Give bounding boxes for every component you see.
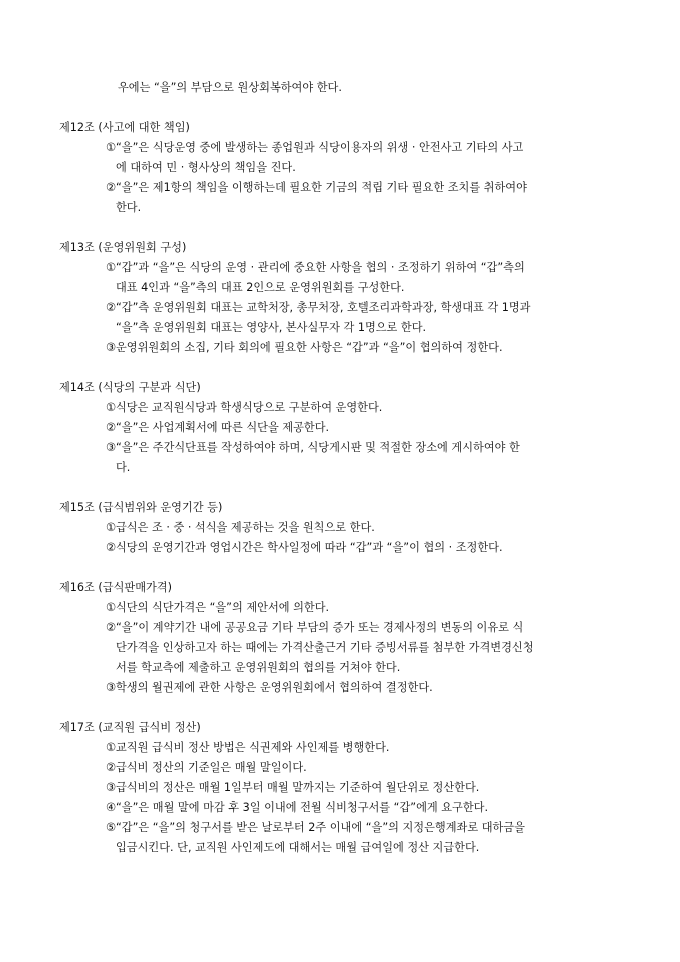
clause-number: ③ [106, 781, 117, 794]
clause-line: 식당의 운영기간과 영업시간은 학사일정에 따라 “갑”과 “을”이 협의 · 조정한다. [116, 541, 503, 554]
clause-line: 입금시킨다. 단, 교직원 사인제도에 대해서는 매월 급여일에 정산 지급한다. [116, 841, 480, 854]
article-16 [59, 578, 639, 698]
article-17 [59, 718, 639, 858]
clause-line: 운영위원회의 소집, 기타 회의에 필요한 사항은 “갑”과 “을”이 협의하여 정한다. [116, 341, 503, 354]
clause-line: “갑”측 운영위원회 대표는 교학처장, 총무처장, 호텔조리과학과장, 학생대표 각 1명과 [116, 301, 531, 314]
clause-number: ② [106, 181, 117, 194]
clause-number: ② [106, 301, 117, 314]
clause-number: ③ [106, 341, 117, 354]
article-12 [59, 118, 639, 218]
clause-3 [59, 438, 639, 478]
clause-2 [59, 418, 639, 438]
article-heading: 제17조 (교직원 급식비 정산) [59, 721, 201, 734]
clause-number: ① [106, 141, 117, 154]
article-heading: 제12조 (사고에 대한 책임) [59, 121, 190, 134]
clause-line: 식당은 교직원식당과 학생식당으로 구분하여 운영한다. [116, 401, 383, 414]
clause-2 [59, 298, 639, 338]
clause-1 [59, 518, 639, 538]
clause-line: “을”측 운영위원회 대표는 영양사, 본사실무자 각 1명으로 한다. [116, 321, 427, 334]
clause-number: ① [106, 601, 117, 614]
clause-3 [59, 338, 639, 358]
article-heading: 제15조 (급식범위와 운영기간 등) [59, 501, 223, 514]
clause-line: 급식비의 정산은 매월 1일부터 매월 말까지는 기준하여 월단위로 정산한다. [116, 781, 480, 794]
clause-number: ③ [106, 681, 117, 694]
clause-number: ② [106, 761, 117, 774]
clause-2 [59, 178, 639, 218]
article-heading: 제14조 (식당의 구분과 식단) [59, 381, 201, 394]
clause-5 [59, 818, 639, 858]
clause-line: “을”은 제1항의 책임을 이행하는데 필요한 기금의 적립 기타 필요한 조치를 취하여야 [116, 181, 527, 194]
clause-line: 다. [116, 461, 131, 474]
clause-line: 한다. [116, 201, 142, 214]
clause-line: “갑”은 “을”의 청구서를 받은 날로부터 2주 이내에 “을”의 지정은행계좌로 대하금을 [116, 821, 525, 834]
clause-1 [59, 398, 639, 418]
clause-1 [59, 598, 639, 618]
clause-number: ② [106, 621, 117, 634]
clause-2 [59, 538, 639, 558]
clause-number: ① [106, 521, 117, 534]
article-15 [59, 498, 639, 558]
article-heading: 제13조 (운영위원회 구성) [59, 241, 187, 254]
clause-line: “을”이 계약기간 내에 공공요금 기타 부담의 증가 또는 경제사정의 변동의 이유로 식 [116, 621, 524, 634]
article-heading: 제16조 (급식판매가격) [59, 581, 172, 594]
clause-line: “을”은 식당운영 중에 발생하는 종업원과 식당이용자의 위생 · 안전사고 기타의 사고 [116, 141, 524, 154]
clause-line: “을”은 매월 말에 마감 후 3일 이내에 전월 식비청구서를 “갑”에게 요구한다. [116, 801, 489, 814]
article-14 [59, 378, 639, 478]
clause-2 [59, 758, 639, 778]
clause-number: ② [106, 541, 117, 554]
clause-line: “을”은 주간식단표를 작성하여야 하며, 식당게시판 및 적절한 장소에 게시하여야 한 [116, 441, 520, 454]
clause-line: 서를 학교측에 제출하고 운영위원회의 협의를 거쳐야 한다. [116, 661, 401, 674]
clause-1 [59, 138, 639, 178]
clause-3 [59, 678, 639, 698]
clause-line: 학생의 월권제에 관한 사항은 운영위원회에서 협의하여 결정한다. [116, 681, 433, 694]
clause-4 [59, 798, 639, 818]
clause-number: ④ [106, 801, 117, 814]
clause-number: ③ [106, 441, 117, 454]
article-13 [59, 238, 639, 358]
clause-line: 단가격을 인상하고자 하는 때에는 가격산출근거 기타 증빙서류를 첨부한 가격변경신청 [116, 641, 534, 654]
clause-line: 식단의 식단가격은 “을”의 제안서에 의한다. [116, 601, 330, 614]
clause-number: ② [106, 421, 117, 434]
clause-line: 급식비 정산의 기준일은 매월 말일이다. [116, 761, 307, 774]
clause-line: 급식은 조 · 중 · 석식을 제공하는 것을 원칙으로 한다. [116, 521, 375, 534]
clause-1 [59, 738, 639, 758]
clause-number: ① [106, 741, 117, 754]
clause-1 [59, 258, 639, 298]
clause-2 [59, 618, 639, 678]
clause-number: ① [106, 401, 117, 414]
clause-number: ① [106, 261, 117, 274]
clause-line: 대표 4인과 “을”측의 대표 2인으로 운영위원회를 구성한다. [116, 281, 405, 294]
clause-number: ⑤ [106, 821, 117, 834]
clause-line: 교직원 급식비 정산 방법은 식권제와 사인제를 병행한다. [116, 741, 390, 754]
clause-line: “을”은 사업계획서에 따른 식단을 제공한다. [116, 421, 330, 434]
continuation-text: 우에는 “을”의 부담으로 원상회복하여야 한다. [118, 81, 342, 94]
clause-3 [59, 778, 639, 798]
clause-line: “갑”과 “을”은 식당의 운영 · 관리에 중요한 사항을 협의 · 조정하기 위하여 “갑”측의 [116, 261, 525, 274]
clause-line: 에 대하여 민 · 형사상의 책임을 진다. [116, 161, 296, 174]
